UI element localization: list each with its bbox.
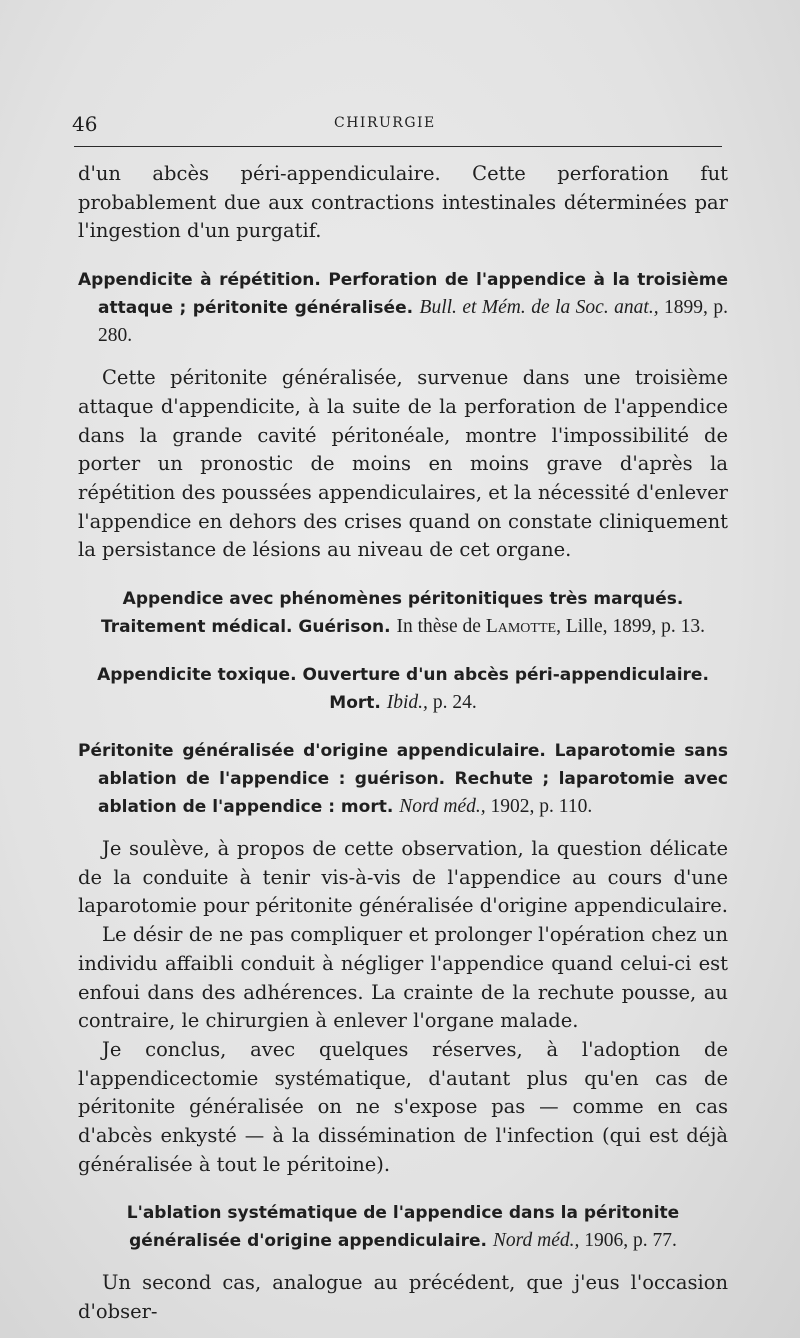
entry-5-journal: Nord méd., <box>492 1230 580 1252</box>
entry-1-journal: Bull. et Mém. de la Soc. anat., <box>419 297 659 319</box>
entry-3-title: Appendicite toxique. Ouverture d'un abcès péri-appendiculaire. Mort. <box>97 665 709 714</box>
entry-1-summary: Cette péritonite généralisée, survenue dans une troisième attaque d'appendicite, à la suite de la perforation de l'appendice dans la grande cavité péritonéale, montre l'impossibilité de porter un pronostic de moins en moins grave d'après la répétition des poussées appendiculaires, et la nécessité d'enlever l'appendice en dehors des crises quand on constate cliniquement la persistance de lésions au niveau de cet organe. <box>78 366 728 562</box>
entry-4-ref: 1902, p. 110. <box>490 796 593 818</box>
intro-paragraph: d'un abcès péri-appendiculaire. Cette perforation fut probablement due aux contractions intestinales déterminées par l'ingestion d'un purgatif. <box>78 162 728 243</box>
entry-5-ref: 1906, p. 77. <box>584 1230 677 1252</box>
entry-3-journal: Ibid., <box>386 692 428 714</box>
page-content <box>78 160 728 1327</box>
page-number: 46 <box>72 112 98 136</box>
entry-4-journal: Nord méd., <box>399 796 486 818</box>
entry-2-ref-after: , Lille, 1899, p. 13. <box>556 616 706 638</box>
bibliography-entry-5 <box>78 1199 728 1255</box>
entry-4-title: Péritonite généralisée d'origine appendiculaire. Laparotomie sans ablation de l'appendice : guérison. Rechute ; laparotomie avec ablation de l'appendice : mort. <box>78 741 728 818</box>
bibliography-entry-4 <box>78 737 728 821</box>
entry-4-summary-3: Je conclus, avec quelques réserves, à l'adoption de l'appendicectomie systématique, d'autant plus qu'en cas de péritonite généralisée on ne s'expose pas — comme en cas d'abcès enkysté — à la dissémination de l'infection (qui est déjà généralisée à tout le péritoine). <box>78 1037 728 1176</box>
entry-1-title: Appendicite à répétition. Perforation de l'appendice à la troisième attaque ; péritonite généralisée. <box>78 270 728 319</box>
entry-5-summary: Un second cas, analogue au précédent, que j'eus l'occasion d'obser- <box>78 1271 728 1324</box>
bibliography-entry-3 <box>78 661 728 717</box>
entry-2-ref-before: In thèse de <box>396 616 481 638</box>
bibliography-entry-1 <box>78 266 728 350</box>
entry-2-author: Lamotte <box>485 616 557 638</box>
bibliography-entry-2 <box>78 585 728 641</box>
entry-5-title: L'ablation systématique de l'appendice dans la péritonite généralisée d'origine appendiculaire. <box>126 1203 680 1252</box>
entry-1-ref: 1899, p. 280. <box>98 297 728 347</box>
page-header <box>72 112 722 142</box>
header-rule <box>74 146 722 147</box>
entry-4-summary-2: Le désir de ne pas compliquer et prolonger l'opération chez un individu affaibli conduit à négliger l'appendice quand celui-ci est enfoui dans des adhérences. La crainte de la rechute pousse, au contraire, le chirurgien à enlever l'organe malade. <box>78 923 728 1033</box>
entry-3-ref: p. 24. <box>432 692 477 714</box>
running-head: CHIRURGIE <box>334 115 436 131</box>
entry-2-title: Appendice avec phénomènes péritonitiques très marqués. Traitement médical. Guérison. <box>100 589 684 638</box>
entry-4-summary-1: Je soulève, à propos de cette observation, la question délicate de la conduite à tenir vis-à-vis de l'appendice au cours d'une laparotomie pour péritonite généralisée d'origine appendiculaire. <box>78 837 728 918</box>
